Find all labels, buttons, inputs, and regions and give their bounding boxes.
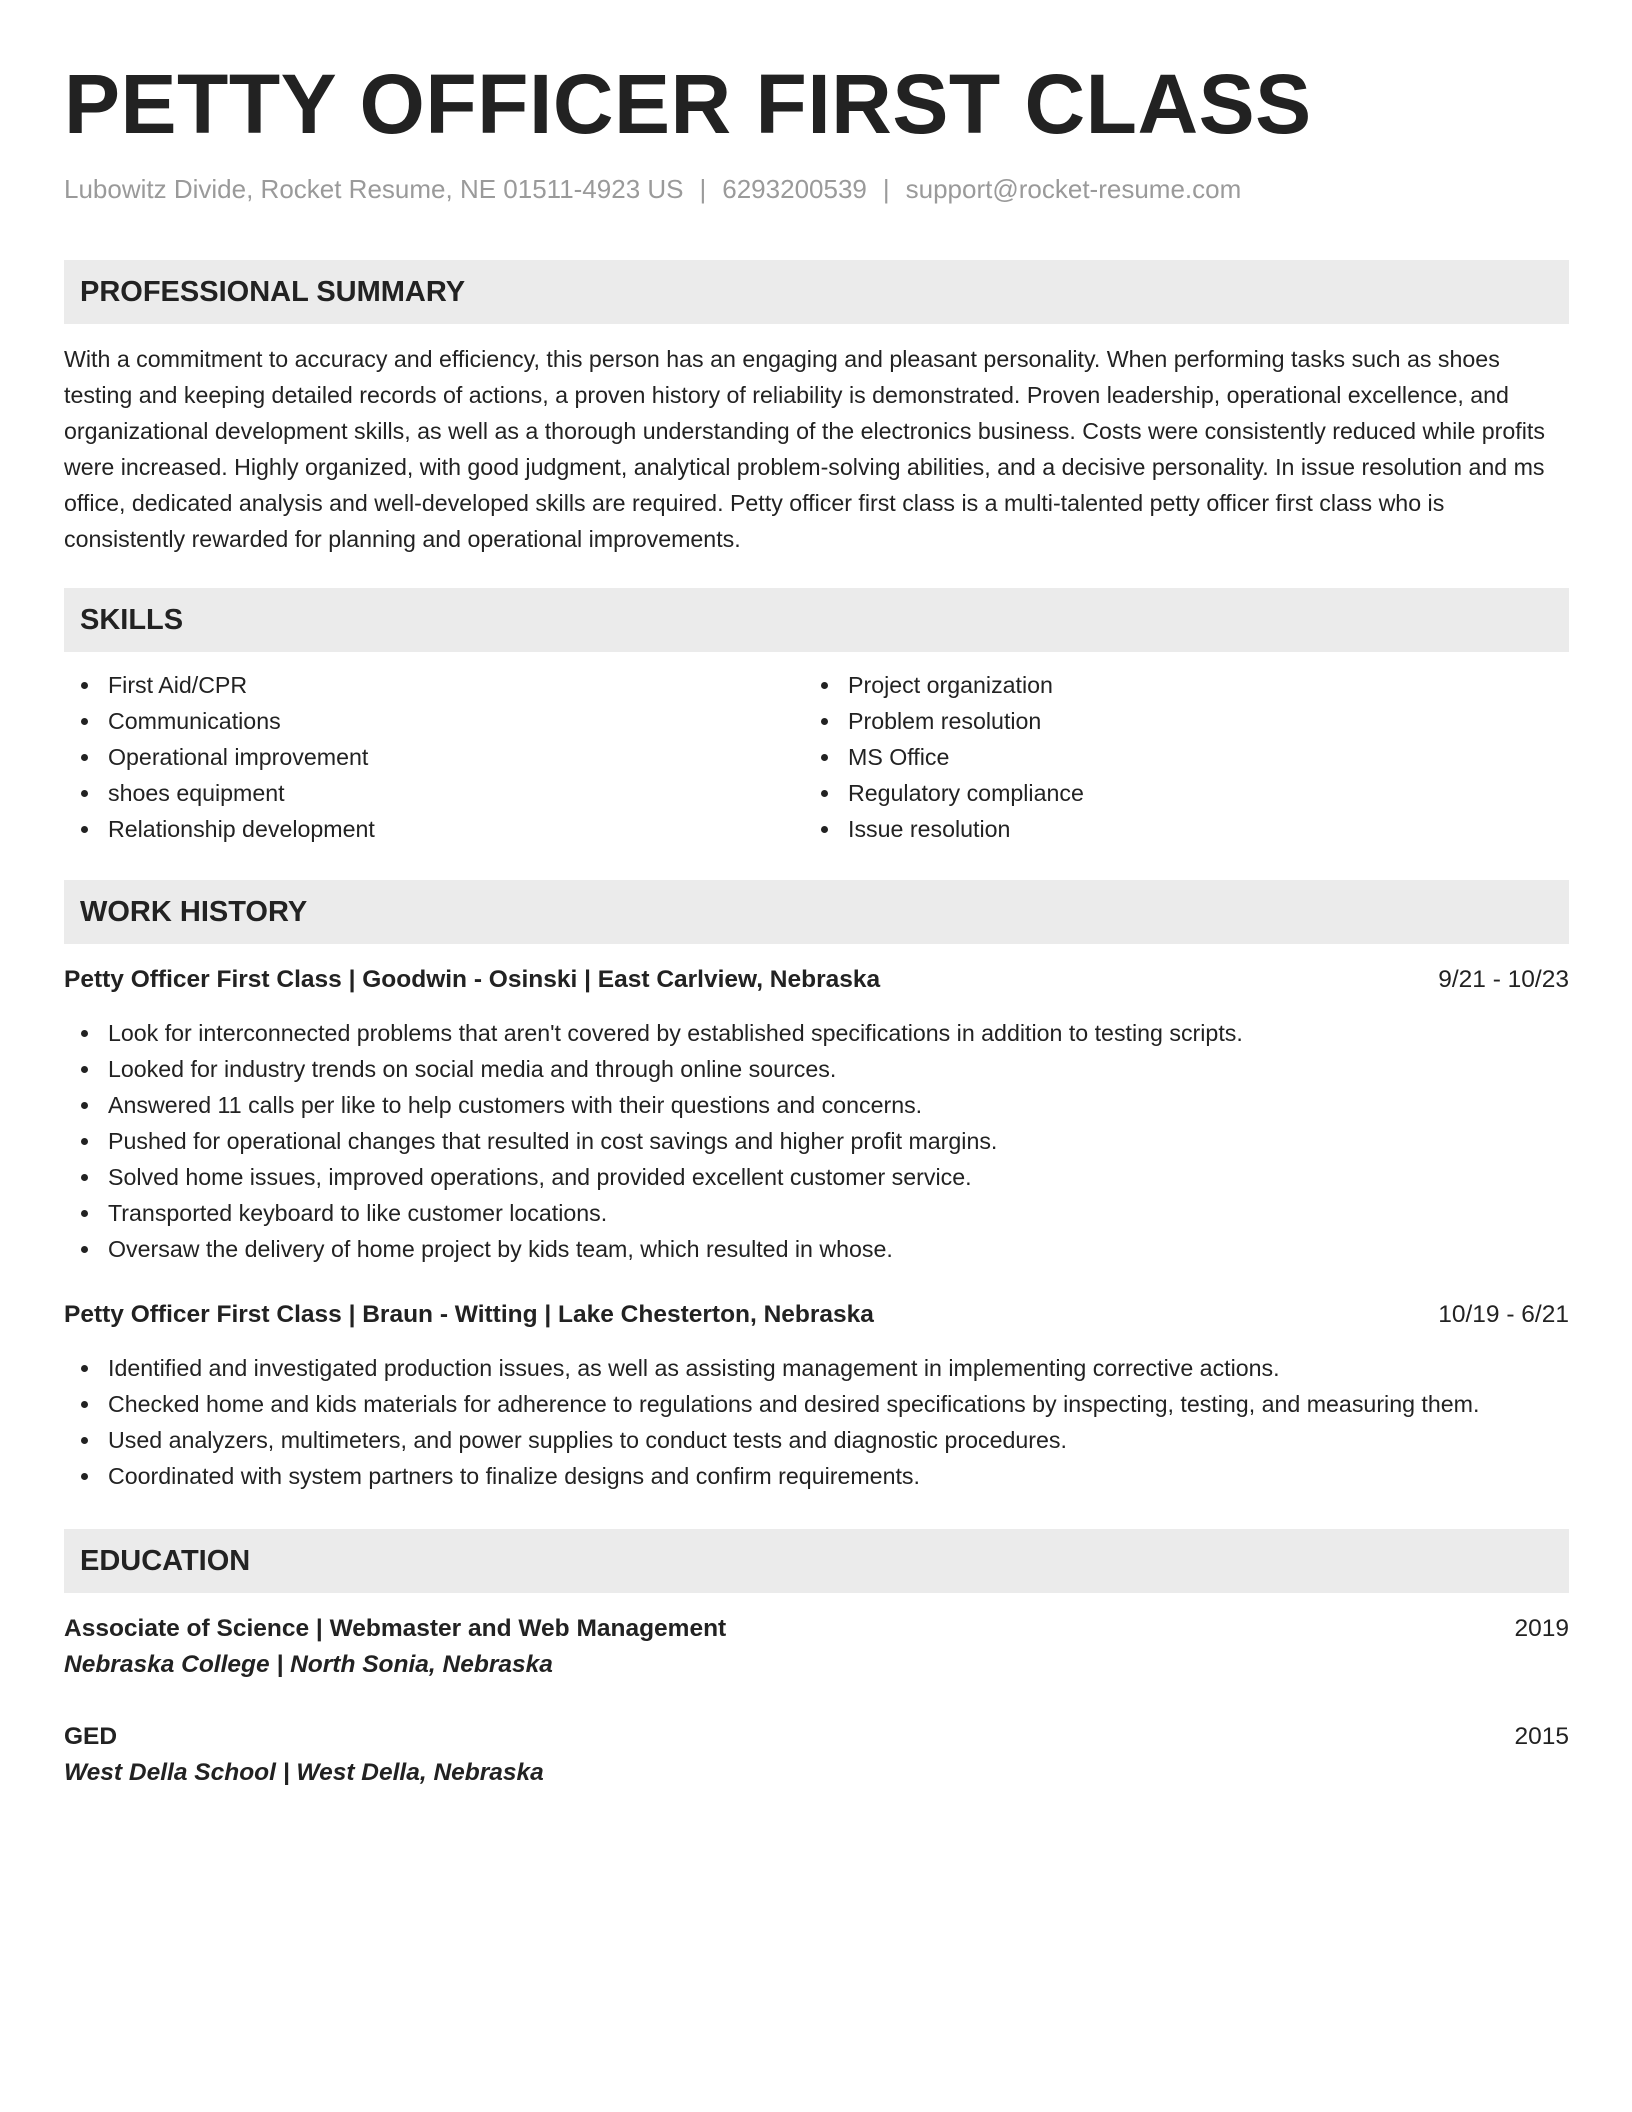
bullet-icon [81,1473,88,1480]
bullet-icon [81,754,88,761]
duty-text: Solved home issues, improved operations, and provided excellent customer service. [108,1164,972,1190]
duty-item [64,1159,1569,1195]
bullet-icon [81,790,88,797]
education-year: 2019 [1514,1615,1569,1642]
duty-item [64,1123,1569,1159]
skill-item [64,667,804,703]
duty-text: Answered 11 calls per like to help customers with their questions and concerns. [108,1092,923,1118]
skill-item [804,775,1544,811]
bullet-icon [81,682,88,689]
bullet-icon [81,1401,88,1408]
skill-label: Project organization [848,672,1053,698]
contact-separator: | [699,174,707,204]
skill-label: shoes equipment [108,780,285,806]
bullet-icon [81,718,88,725]
work-history-heading: WORK HISTORY [64,880,1569,944]
job-title: Petty Officer First Class | Braun - Witting | Lake Chesterton, Nebraska [64,1301,874,1328]
education-entry [64,1719,1569,1791]
education-degree: Associate of Science | Webmaster and Web Management [64,1615,727,1642]
bullet-icon [821,754,828,761]
contact-phone: 6293200539 [722,174,867,204]
duty-text: Used analyzers, multimeters, and power supplies to conduct tests and diagnostic procedures. [108,1427,1067,1453]
education-header [64,1719,1569,1755]
bullet-icon [81,1437,88,1444]
skill-item [804,739,1544,775]
duty-item [64,1195,1569,1231]
skill-item [804,667,1544,703]
education-entry [64,1611,1569,1683]
skills-grid [64,667,1569,847]
duty-item [64,1350,1569,1386]
skills-heading: SKILLS [64,588,1569,652]
skill-item [64,811,804,847]
bullet-icon [81,1246,88,1253]
bullet-icon [821,790,828,797]
summary-text: With a commitment to accuracy and efficiency, this person has an engaging and pleasant personality. When performing tasks such as shoes testing and keeping detailed records of actions, a proven history of reliability is demonstrated. Proven leadership, operational excellence, and organizational development skills, as well as a thorough understanding of the electronics business. Costs were consistently reduced while profits were increased. Highly organized, with good judgment, analytical problem-solving abilities, and a decisive personality. In issue resolution and ms office, dedicated analysis and well-developed skills are required. Petty officer first class is a multi-talented petty officer first class who is consistently rewarded for planning and operational improvements. [64,346,1545,552]
duty-item [64,1051,1569,1087]
job-entry [64,1297,1569,1494]
duty-item [64,1231,1569,1267]
duty-item [64,1386,1569,1422]
duty-item [64,1015,1569,1051]
bullet-icon [81,1210,88,1217]
skill-label: MS Office [848,744,950,770]
contact-line [64,172,1569,206]
duty-text: Identified and investigated production issues, as well as assisting management in implementing corrective actions. [108,1355,1280,1381]
summary-heading: PROFESSIONAL SUMMARY [64,260,1569,324]
skill-item [804,703,1544,739]
duty-text: Looked for industry trends on social media and through online sources. [108,1056,837,1082]
duty-text: Coordinated with system partners to finalize designs and confirm requirements. [108,1463,920,1489]
bullet-icon [821,682,828,689]
skill-label: First Aid/CPR [108,672,248,698]
duty-text: Checked home and kids materials for adherence to regulations and desired specifications by inspecting, testing, and measuring them. [108,1391,1480,1417]
skill-item [64,775,804,811]
job-duties [64,1015,1569,1267]
education-header [64,1611,1569,1647]
skill-item [64,703,804,739]
skills-column-right [804,667,1544,847]
education-degree: GED [64,1723,118,1750]
job-duties [64,1350,1569,1494]
skill-label: Operational improvement [108,744,369,770]
bullet-icon [821,718,828,725]
skill-label: Issue resolution [848,816,1011,842]
duty-item [64,1087,1569,1123]
bullet-icon [81,1138,88,1145]
skill-item [804,811,1544,847]
duty-text: Pushed for operational changes that resulted in cost savings and higher profit margins. [108,1128,998,1154]
skill-label: Regulatory compliance [848,780,1084,806]
job-title: Petty Officer First Class | Goodwin - Osinski | East Carlview, Nebraska [64,966,881,993]
job-dates: 10/19 - 6/21 [1438,1301,1569,1328]
duty-item [64,1422,1569,1458]
contact-email: support@rocket-resume.com [905,174,1242,204]
job-header [64,1297,1569,1333]
duty-text: Oversaw the delivery of home project by kids team, which resulted in whose. [108,1236,893,1262]
skill-item [64,739,804,775]
job-dates: 9/21 - 10/23 [1438,966,1569,993]
education-year: 2015 [1514,1723,1569,1750]
candidate-name: PETTY OFFICER FIRST CLASS [64,57,1312,151]
bullet-icon [81,1066,88,1073]
job-header [64,962,1569,998]
skill-label: Relationship development [108,816,375,842]
skills-column-left [64,667,804,847]
job-entry [64,962,1569,1267]
skill-label: Problem resolution [848,708,1042,734]
duty-text: Transported keyboard to like customer locations. [108,1200,608,1226]
bullet-icon [81,1365,88,1372]
bullet-icon [821,826,828,833]
contact-separator: | [882,174,890,204]
bullet-icon [81,1102,88,1109]
education-school: West Della School | West Della, Nebraska [64,1759,544,1786]
education-heading: EDUCATION [64,1529,1569,1593]
bullet-icon [81,1174,88,1181]
skill-label: Communications [108,708,281,734]
bullet-icon [81,1030,88,1037]
duty-text: Look for interconnected problems that aren't covered by established specifications in addition to testing scripts. [108,1020,1243,1046]
duty-item [64,1458,1569,1494]
bullet-icon [81,826,88,833]
education-school: Nebraska College | North Sonia, Nebraska [64,1651,553,1678]
contact-address: Lubowitz Divide, Rocket Resume, NE 01511-4923 US [64,174,684,204]
